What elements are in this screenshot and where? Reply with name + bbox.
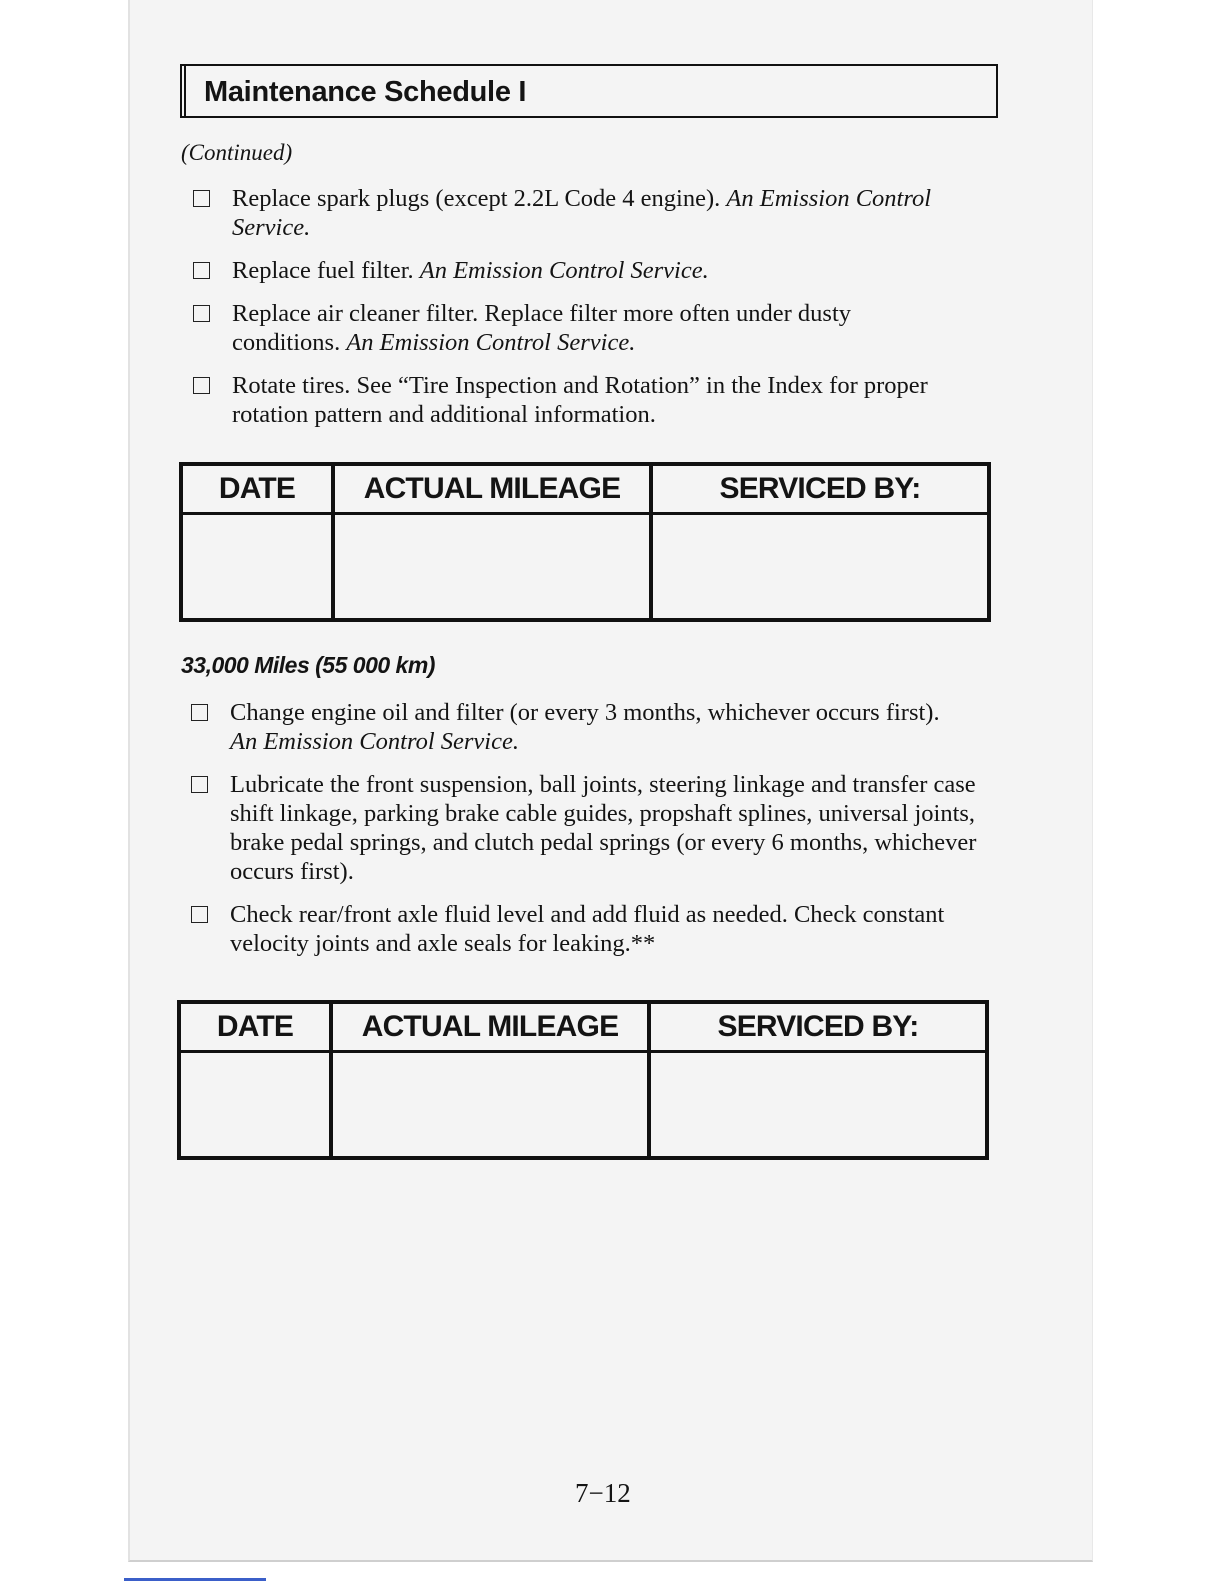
checklist-item — [188, 698, 948, 756]
checklist-item — [188, 900, 948, 958]
service-record-table — [179, 462, 991, 622]
column-header-actual-mileage: ACTUAL MILEAGE — [361, 1010, 619, 1043]
item-text: Check rear/front axle fluid level and add fluid as needed. Check constant velocity joints and axle seals for leaking.** — [230, 901, 945, 957]
page-edge-line — [124, 1578, 266, 1581]
checkbox[interactable] — [191, 776, 208, 793]
page-title: Maintenance Schedule I — [204, 76, 527, 108]
mileage-entry-cell[interactable] — [335, 516, 649, 618]
section-heading: 33,000 Miles (55 000 km) — [181, 652, 435, 678]
item-text: Replace air cleaner filter. Replace filter more often under dusty conditions. An Emission Control Service. — [232, 300, 852, 356]
checklist-item — [190, 371, 1000, 429]
section-title-box — [180, 64, 998, 118]
service-record-table — [177, 1000, 989, 1160]
item-text: Replace fuel filter. An Emission Control Service. — [232, 257, 709, 284]
checklist-item — [190, 299, 960, 357]
checklist-item — [188, 770, 1000, 886]
item-text: Replace spark plugs (except 2.2L Code 4 engine). An Emission Control Service. — [232, 185, 932, 241]
checkbox[interactable] — [193, 190, 210, 207]
checkbox[interactable] — [193, 377, 210, 394]
mileage-entry-cell[interactable] — [333, 1054, 647, 1156]
checkbox[interactable] — [191, 704, 208, 721]
checkbox[interactable] — [191, 906, 208, 923]
checklist-item — [190, 184, 1000, 242]
column-header-date: DATE — [218, 472, 296, 505]
checkbox[interactable] — [193, 262, 210, 279]
column-header-actual-mileage: ACTUAL MILEAGE — [363, 472, 621, 505]
column-header-date: DATE — [216, 1010, 294, 1043]
column-header-serviced-by: SERVICED BY: — [717, 1010, 919, 1043]
item-text: Lubricate the front suspension, ball joints, steering linkage and transfer case shift linkage, parking brake cable guides, propshaft splines, universal joints, brake pedal springs, and clutch pedal springs (or every 6 months, whichever occurs first). — [230, 771, 977, 885]
serviced-by-entry-cell[interactable] — [653, 516, 987, 618]
column-header-serviced-by: SERVICED BY: — [719, 472, 921, 505]
checkbox[interactable] — [193, 305, 210, 322]
item-text: Change engine oil and filter (or every 3 months, whichever occurs first). An Emission Control Service. — [230, 699, 940, 755]
date-entry-cell[interactable] — [181, 1054, 329, 1156]
item-text: Rotate tires. See “Tire Inspection and Rotation” in the Index for proper rotation pattern and additional information. — [232, 372, 928, 428]
checklist-item — [190, 256, 1000, 285]
serviced-by-entry-cell[interactable] — [651, 1054, 985, 1156]
date-entry-cell[interactable] — [183, 516, 331, 618]
page-number: 7−12 — [575, 1478, 631, 1508]
continued-label: (Continued) — [181, 140, 293, 165]
